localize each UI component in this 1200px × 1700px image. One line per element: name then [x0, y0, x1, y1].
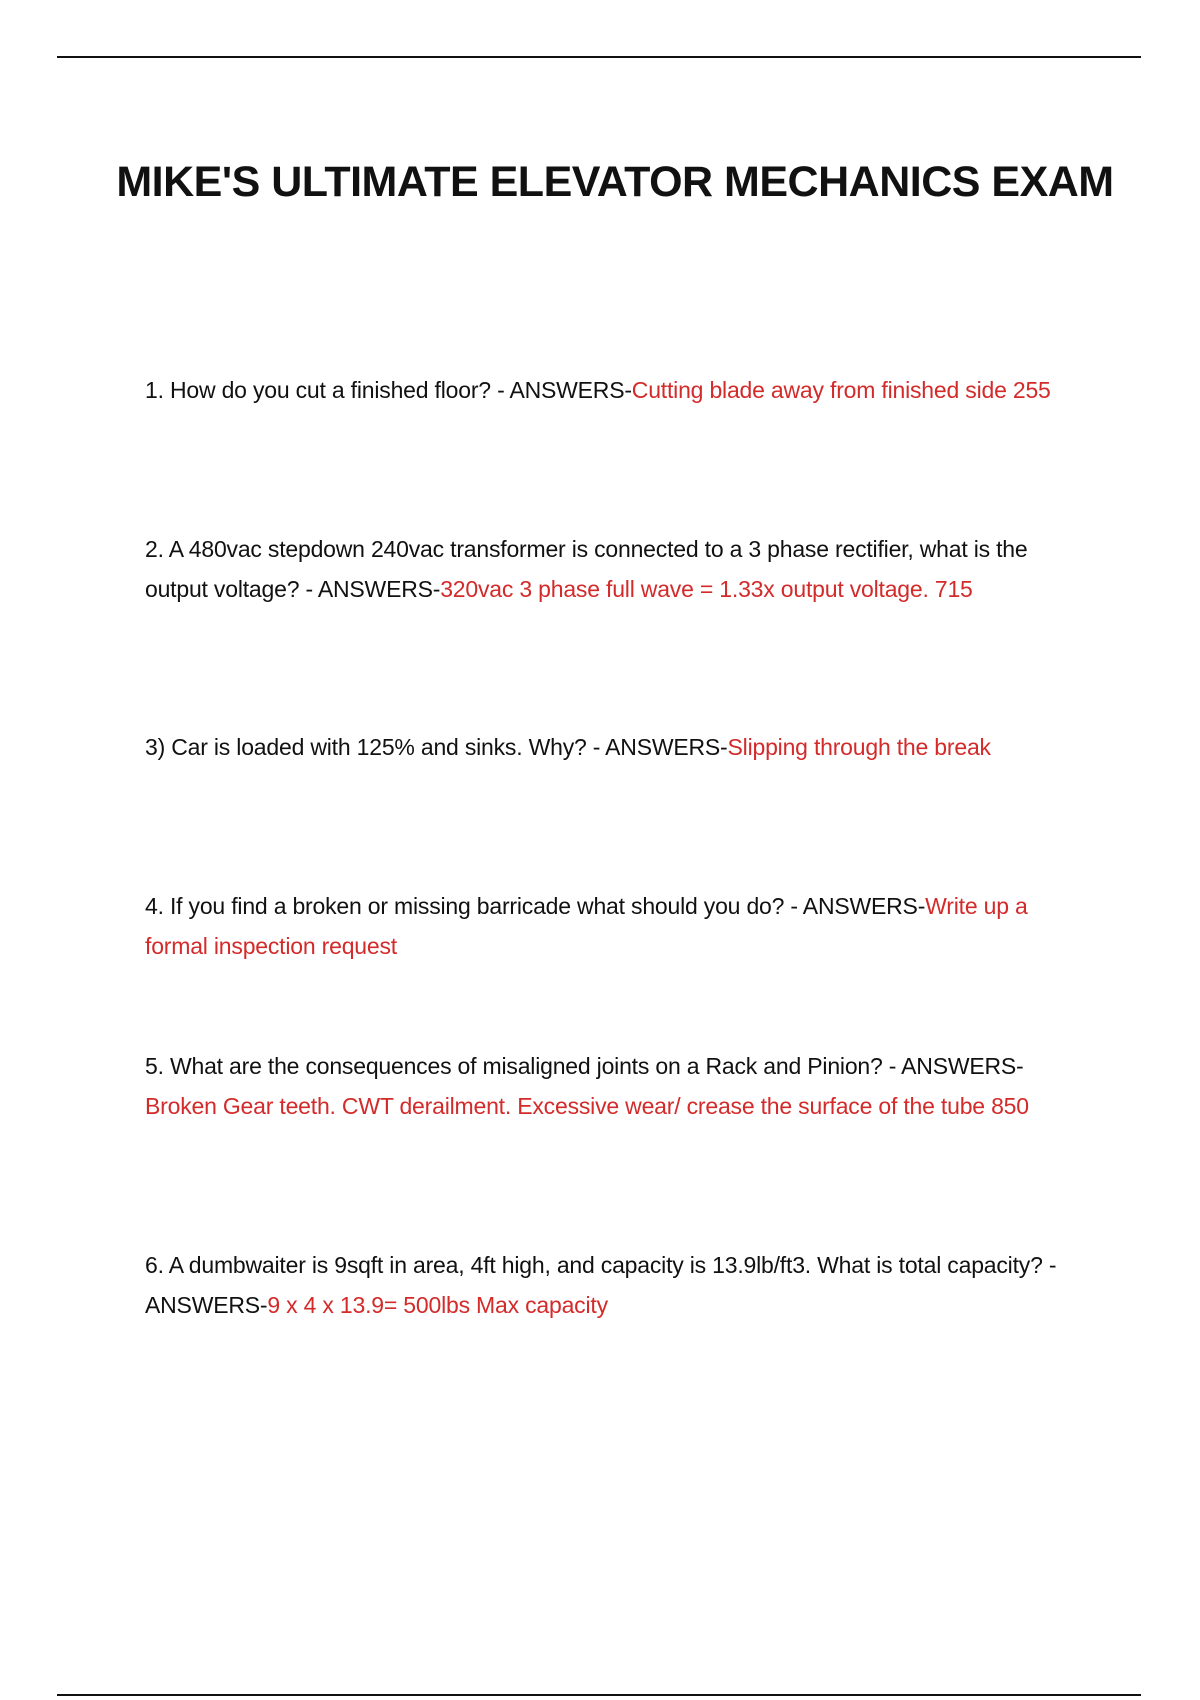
question-text: 4. If you find a broken or missing barricade what should you do? - ANSWERS-: [145, 893, 926, 919]
question-item: [145, 1047, 1095, 1126]
answer-text: 9 x 4 x 13.9= 500lbs Max capacity: [267, 1291, 608, 1318]
document-title: MIKE'S ULTIMATE ELEVATOR MECHANICS EXAM: [116, 158, 1114, 206]
question-item: [145, 371, 1095, 411]
answer-text: Cutting blade away from finished side 255: [631, 377, 1051, 403]
answer-text: 320vac 3 phase full wave = 1.33x output voltage. 715: [440, 575, 973, 602]
question-item: [145, 728, 1095, 768]
question-text: 6. A dumbwaiter is 9sqft in area, 4ft high, and capacity is 13.9lb/ft3. What is total capacity? - ANSWERS-: [145, 1252, 1057, 1318]
answer-text: Slipping through the break: [727, 734, 991, 760]
question-text: 1. How do you cut a finished floor? - ANSWERS-: [145, 377, 632, 403]
bottom-rule: [57, 1694, 1141, 1696]
top-rule: [57, 56, 1141, 58]
answer-text: Write up a formal inspection request: [145, 893, 1028, 959]
question-item: [145, 530, 1095, 609]
question-text: 2. A 480vac stepdown 240vac transformer is connected to a 3 phase rectifier, what is the output voltage? - ANSWERS-: [145, 536, 1028, 602]
question-item: [145, 887, 1095, 966]
question-text: 5. What are the consequences of misaligned joints on a Rack and Pinion? - ANSWERS-: [145, 1053, 1024, 1079]
answer-text: Broken Gear teeth. CWT derailment. Excessive wear/ crease the surface of the tube 850: [145, 1092, 1029, 1119]
question-text: 3) Car is loaded with 125% and sinks. Why? - ANSWERS-: [145, 734, 728, 760]
question-item: [145, 1246, 1095, 1325]
